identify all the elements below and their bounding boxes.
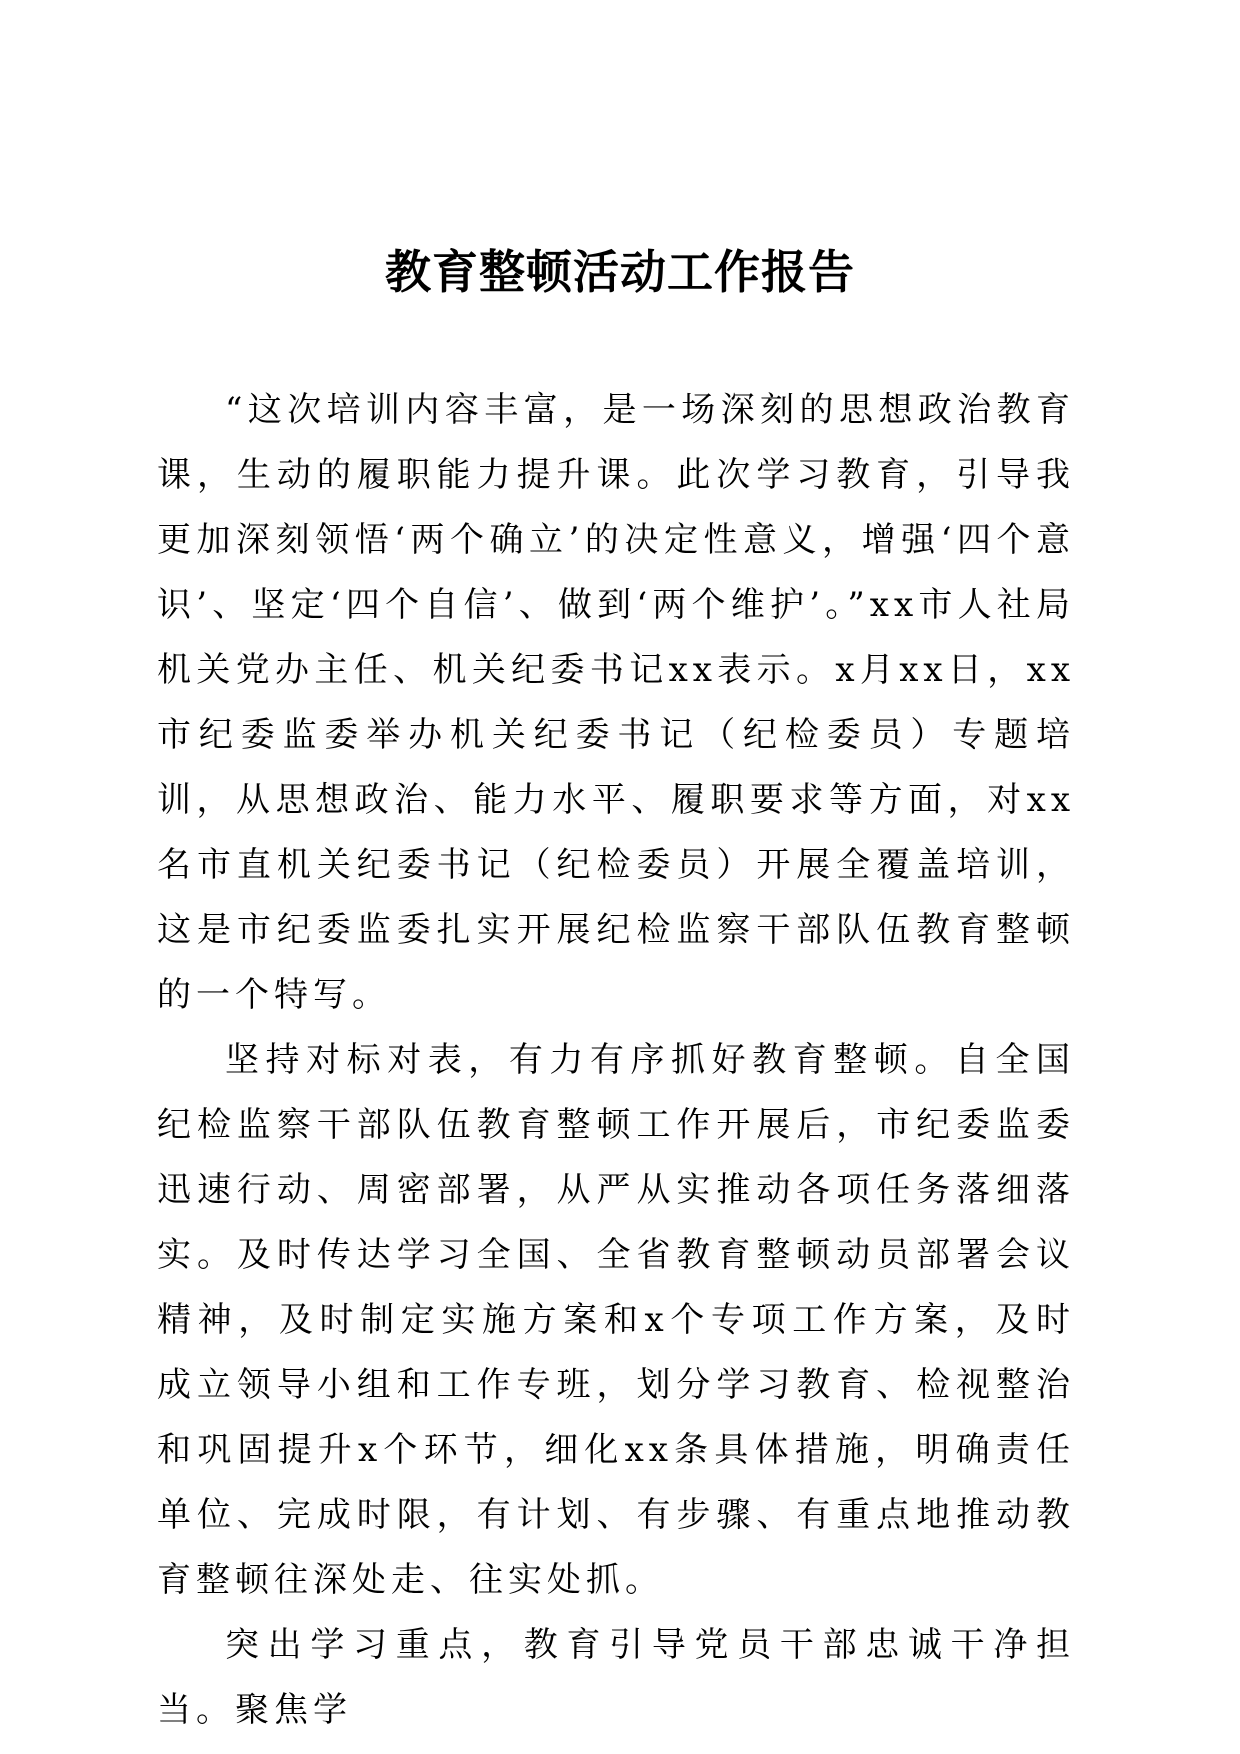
paragraph-3: 突出学习重点，教育引导党员干部忠诚干净担当。聚焦学 xyxy=(157,1625,1075,1730)
document-title: 教育整顿活动工作报告 xyxy=(385,245,855,299)
document-body xyxy=(157,378,1075,1743)
paragraph-1: “这次培训内容丰富，是一场深刻的思想政治教育课，生动的履职能力提升课。此次学习教育，引导我更加深刻领悟‘两个确立’的决定性意义，增强‘四个意识’、坚定‘四个自信’、做到‘两个维护’。”xx市人社局机关党办主任、机关纪委书记xx表示。x月xx日，xx市纪委监委举办机关纪委书记（纪检委员）专题培训，从思想政治、能力水平、履职要求等方面，对xx名市直机关纪委书记（纪检委员）开展全覆盖培训，这是市纪委监委扎实开展纪检监察干部队伍教育整顿的一个特写。 xyxy=(157,390,1075,1015)
paragraph-2: 坚持对标对表，有力有序抓好教育整顿。自全国纪检监察干部队伍教育整顿工作开展后，市纪委监委迅速行动、周密部署，从严从实推动各项任务落细落实。及时传达学习全国、全省教育整顿动员部署会议精神，及时制定实施方案和x个专项工作方案，及时成立领导小组和工作专班，划分学习教育、检视整治和巩固提升x个环节，细化xx条具体措施，明确责任单位、完成时限，有计划、有步骤、有重点地推动教育整顿往深处走、往实处抓。 xyxy=(157,1040,1075,1600)
